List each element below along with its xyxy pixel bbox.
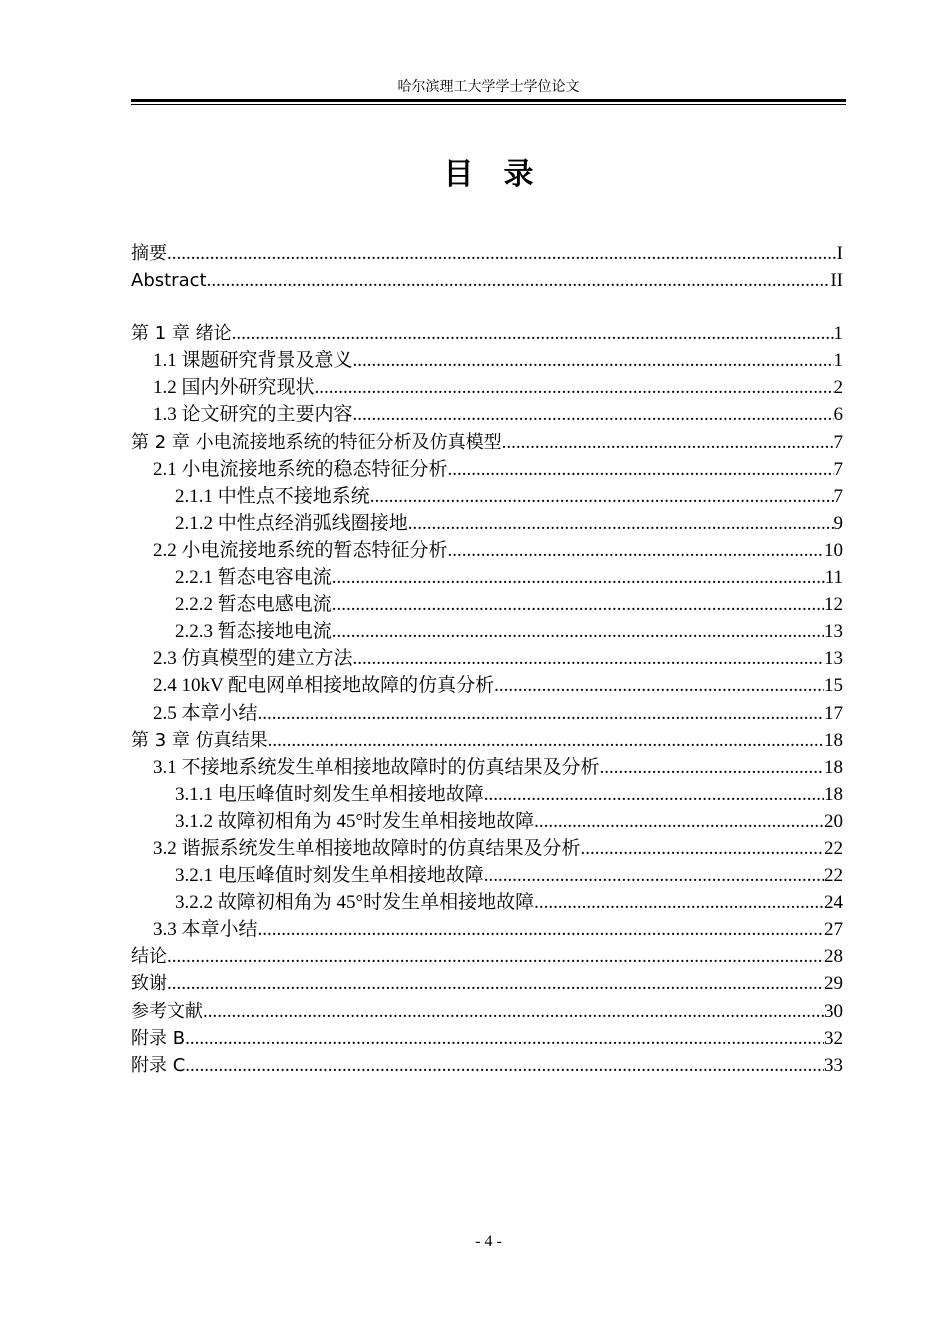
toc-entry-page: 2 [833,377,843,399]
toc-leader-dots [448,537,824,564]
toc-entry-label: 3.1.2 故障初相角为 45°时发生单相接地故障 [175,810,535,832]
toc-entry-page: 1 [833,323,843,345]
toc-entry-label: 致谢 [131,973,167,995]
toc-entry-page: 30 [824,1000,843,1022]
toc-entry-label: 3.1.1 电压峰值时刻发生单相接地故障 [175,783,484,805]
toc-entry-label: 2.2.2 暂态电感电流 [175,594,332,616]
toc-entry-page: 17 [824,702,843,724]
toc-entry-page: 29 [824,973,843,995]
toc-leader-dots [448,456,834,483]
toc-leader-dots [332,564,825,591]
toc-leader-dots [600,754,824,781]
toc-entry-page: 9 [833,512,843,534]
toc-entry[interactable] [131,347,843,374]
toc-entry-page: 32 [824,1027,843,1049]
toc-entry[interactable] [131,754,843,781]
toc-leader-dots [207,267,831,294]
toc-leader-dots [332,618,824,645]
toc-leader-dots [370,483,834,510]
toc-leader-dots [167,970,824,997]
toc-leader-dots [408,510,834,537]
toc-entry[interactable] [131,401,843,428]
toc-leader-dots [534,889,824,916]
toc-entry-label: 参考文献 [131,1000,203,1022]
toc-entry-page: 13 [824,648,843,670]
toc-entry-label: 3.2.2 故障初相角为 45°时发生单相接地故障 [175,892,535,914]
toc-entry[interactable] [131,862,843,889]
toc-entry-label: 结论 [131,946,167,968]
toc-entry-label: 3.1 不接地系统发生单相接地故障时的仿真结果及分析 [153,756,600,778]
toc-entry[interactable] [131,240,843,267]
toc-entry-label: 2.2 小电流接地系统的暂态特征分析 [153,539,448,561]
toc-entry-page: 1 [833,350,843,372]
toc-entry-label: 2.1.1 中性点不接地系统 [175,485,370,507]
toc-leader-dots [353,401,834,428]
toc-entry-label: 第 1 章 绪论 [131,323,232,345]
toc-entry-page: 33 [824,1054,843,1076]
toc-leader-dots [258,700,824,727]
toc-leader-dots [268,727,824,754]
toc-entry[interactable] [131,970,843,997]
toc-entry[interactable] [131,916,843,943]
toc-entry-page: 7 [833,485,843,507]
toc-leader-dots [185,1025,824,1052]
toc-entry-page: I [836,243,843,264]
toc-entry[interactable] [131,429,843,456]
toc-entry[interactable] [131,700,843,727]
toc-entry-page: 6 [833,404,843,426]
header-rule-thin [131,104,846,105]
toc-leader-dots [534,808,824,835]
toc-entry-label: 摘要 [131,243,167,264]
toc-leader-dots [494,672,824,699]
toc-entry[interactable] [131,267,843,294]
toc-entry[interactable] [131,618,843,645]
toc-entry-label: 附录 C [131,1054,186,1076]
toc-leader-dots [502,429,834,456]
toc-leader-dots [315,374,834,401]
toc-entry-page: II [830,270,843,292]
running-header: 哈尔滨理工大学学士学位论文 [397,79,580,95]
toc-entry-label: 3.3 本章小结 [153,919,258,941]
toc-entry[interactable] [131,483,843,510]
toc-entry-label: 2.2.3 暂态接地电流 [175,621,332,643]
toc-entry-label: 2.2.1 暂态电容电流 [175,567,332,589]
toc-entry-label: 第 2 章 小电流接地系统的特征分析及仿真模型 [131,431,502,453]
toc-entry-page: 18 [824,729,843,751]
toc-leader-dots [203,998,824,1025]
toc-entry[interactable] [131,645,843,672]
toc-entry-label: 2.4 10kV 配电网单相接地故障的仿真分析 [153,675,495,697]
toc-leader-dots [353,347,834,374]
toc-entry-page: 22 [824,865,843,887]
toc-entry-page: 27 [824,919,843,941]
page-number: - 4 - [475,1233,502,1250]
toc-entry-page: 18 [824,783,843,805]
toc-entry[interactable] [131,943,843,970]
toc-title: 目录 [443,157,564,192]
toc-leader-dots [232,320,834,347]
toc-entry-label: 1.1 课题研究背景及意义 [153,350,353,372]
header-rule-thick [131,99,846,102]
toc-entry-label: Abstract [131,270,207,292]
toc-entry[interactable] [131,672,843,699]
toc-entry-page: 24 [824,892,843,914]
toc-entry-page: 7 [833,458,843,480]
toc-leader-dots [353,645,824,672]
toc-entry-label: 2.5 本章小结 [153,702,258,724]
toc-leader-dots [332,591,824,618]
toc-entry[interactable] [131,998,843,1025]
toc-leader-dots [484,862,824,889]
toc-leader-dots [258,916,824,943]
toc-leader-dots [185,1052,824,1079]
toc-entry-label: 2.1 小电流接地系统的稳态特征分析 [153,458,448,480]
toc-entry-label: 1.3 论文研究的主要内容 [153,404,353,426]
toc-entry[interactable] [131,456,843,483]
toc-entry-page: 11 [824,567,843,589]
toc-entry-label: 3.2.1 电压峰值时刻发生单相接地故障 [175,865,484,887]
toc-entry[interactable] [131,537,843,564]
toc-entry-page: 10 [824,539,843,561]
toc-leader-dots [581,835,824,862]
toc-entry-page: 22 [824,837,843,859]
toc-entry[interactable] [131,835,843,862]
toc-entry-label: 2.1.2 中性点经消弧线圈接地 [175,512,408,534]
toc-entry-page: 20 [824,810,843,832]
toc-entry[interactable] [131,320,843,347]
toc-entry-label: 3.2 谐振系统发生单相接地故障时的仿真结果及分析 [153,837,581,859]
toc-leader-dots [167,943,824,970]
toc-entry-page: 7 [833,431,843,453]
toc-entry-label: 2.3 仿真模型的建立方法 [153,648,353,670]
toc-leader-dots [484,781,824,808]
toc-entry[interactable] [131,889,843,916]
toc-entry[interactable] [131,374,843,401]
toc-entry[interactable] [131,1052,843,1079]
toc-entry[interactable] [131,781,843,808]
toc-entry-label: 1.2 国内外研究现状 [153,377,315,399]
toc-entry-page: 15 [824,675,843,697]
toc-entry[interactable] [131,510,843,537]
toc-entry-label: 附录 B [131,1027,186,1049]
toc-entry-page: 13 [824,621,843,643]
toc-entry[interactable] [131,564,843,591]
toc-entry-page: 28 [824,946,843,968]
toc-entry-label: 第 3 章 仿真结果 [131,729,268,751]
toc-entry-page: 18 [824,756,843,778]
toc-entry-page: 12 [824,594,843,616]
toc-entry[interactable] [131,808,843,835]
toc-entry[interactable] [131,1025,843,1052]
toc-entry[interactable] [131,591,843,618]
table-of-contents [131,240,843,1079]
toc-entry[interactable] [131,727,843,754]
toc-leader-dots [167,240,837,267]
